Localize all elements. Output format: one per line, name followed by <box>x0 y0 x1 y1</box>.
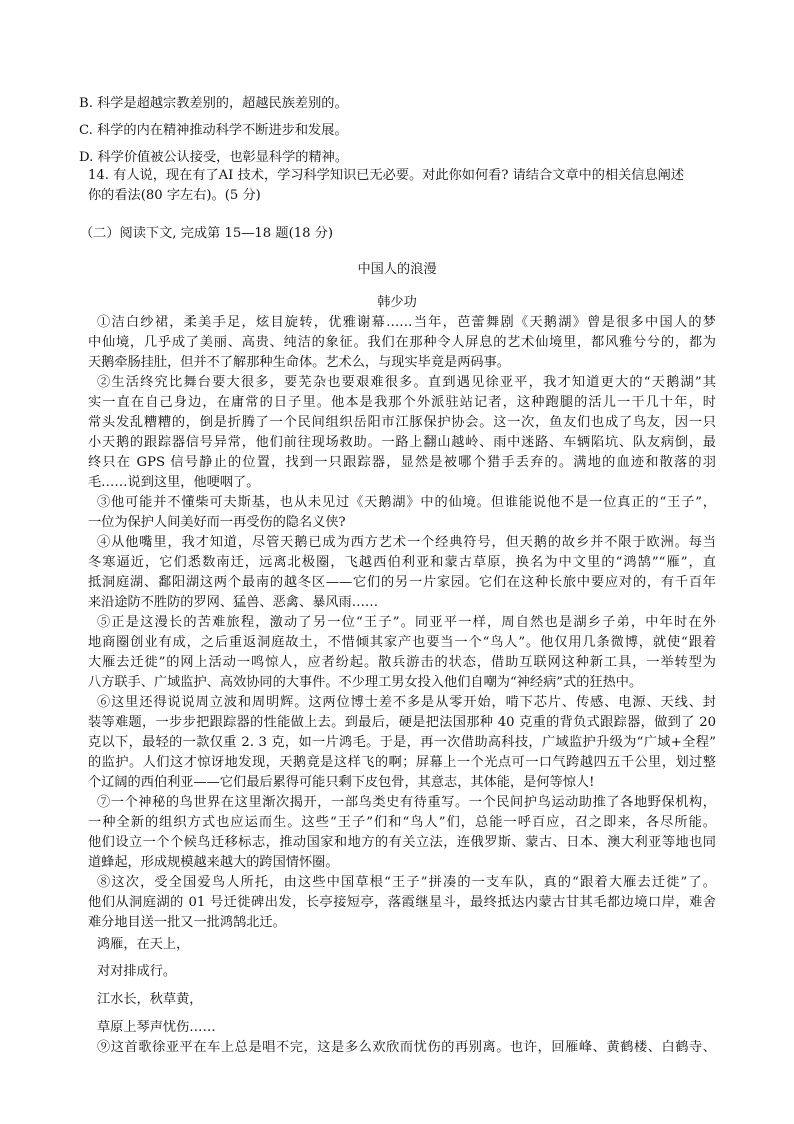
paragraph-line: ⑧这次，受全国爱鸟人所托，由这些中国草根“王子”拼凑的一支车队，真的“跟着大雁去迁徙”了。 <box>97 875 716 890</box>
paragraph-line: ②生活终究比舞台要大很多，要芜杂也要艰难很多。直到遇见徐亚平，我才知道更大的“天鹅湖”其 <box>97 375 716 390</box>
poem-line: 草原上琴声忧伤…… <box>97 1020 216 1035</box>
paragraph-line: 抵洞庭湖、鄱阳湖这两个最南的越冬区——它们的另一片家园。它们在这种长旅中要应对的，有千百年 <box>88 575 716 590</box>
paragraph-line: 的监护。人们这才惊讶地发现，天鹅竟是这样飞的啊；屏幕上一个光点可一口气跨越四五千公里，划过整 <box>88 755 716 770</box>
option-d: D. 科学价值被公认接受，也彰显科学的精神。 <box>79 150 349 165</box>
paragraph-7 <box>88 793 716 873</box>
paragraph-line: 道蜂起，形成规模越来越大的跨国情怀圈。 <box>88 855 339 870</box>
paragraph-line: ③他可能并不懂柴可夫斯基，也从未见过《天鹅湖》中的仙境。但谁能说他不是一位真正的“王子”， <box>97 495 716 510</box>
paragraph-line: 他们设立一个个候鸟迁移标志，推动国家和地方的有关立法，连俄罗斯、蒙古、日本、澳大利亚等地也同 <box>88 835 716 850</box>
paragraph-line: 常头发乱糟糟的，倒是折腾了一个民间组织岳阳市江豚保护协会。这一次，鱼友们也成了鸟友，因一只 <box>88 415 716 430</box>
paragraph-line: 个辽阔的西伯利亚——它们最后累得可能只剩下皮包骨，其意志，其体能，是何等惊人! <box>88 775 595 790</box>
paragraph-line: ④从他嘴里，我才知道，尽管天鹅已成为西方艺术一个经典符号，但天鹅的故乡并不限于欧洲。每当 <box>97 535 716 550</box>
paragraph-line: 冬寒逼近，它们悉数南迁，远离北极圈，飞越西伯利亚和蒙古草原，换名为中文里的“鸿鹄”“雁”，直 <box>88 555 716 570</box>
paragraph-8 <box>88 873 716 933</box>
paragraph-5 <box>88 613 716 693</box>
article-title: 中国人的浪漫 <box>357 262 437 277</box>
paragraph-6 <box>88 693 716 793</box>
paragraph-line: 实一直在自己身边，在庸常的日子里。他本是我那个外派驻站记者，这种跑腿的活儿一干几十年，时 <box>88 395 716 410</box>
question-14-line-1: 14. 有人说，现在有了AI 技术，学习科学知识已无必要。对此你如何看? 请结合文章中的相关信息阐述 <box>88 168 685 183</box>
paragraph-9 <box>88 1038 716 1058</box>
paragraph-line: 中仙境，几乎成了美丽、高贵、纯洁的象征。我们在那种令人屏息的艺术仙境里，都风雅兮兮的，都为 <box>88 335 716 350</box>
paragraph-line: 八方联手、广域监护、高效协同的大事件。不少理工男女投入他们自嘲为“神经病”式的狂热中。 <box>88 675 643 690</box>
paragraph-line: 装等难题，一步步把跟踪器的性能做上去。到最后，硬是把法国那种 40 克重的背负式跟踪器，做到了 20 <box>88 715 716 730</box>
article-author: 韩少功 <box>377 295 417 310</box>
question-14-line-2: 你的看法(80 字左右)。(5 分) <box>88 188 261 203</box>
paragraph-line: ⑦一个神秘的鸟世界在这里渐次揭开，一部鸟类史有待重写。一个民间护鸟运动助推了各地野保机构， <box>97 795 716 810</box>
poem-line: 江水长，秋草黄， <box>97 992 203 1007</box>
paragraph-line: ⑤正是这漫长的苦难旅程，激动了另一位“王子”。同亚平一样，周自然也是湖乡子弟，中年时在外 <box>97 615 716 630</box>
paragraph-4 <box>88 533 716 613</box>
option-c: C. 科学的内在精神推动科学不断进步和发展。 <box>79 123 348 138</box>
paragraph-line: 难分地目送一批又一批鸿鹄北迁。 <box>88 915 286 930</box>
paragraph-line: 一种全新的组织方式也应运而生。这些“王子”们和“鸟人”们，总能一呼百应，召之即来，各尽所能。 <box>88 815 716 830</box>
paragraph-line: ⑥这里还得说说周立波和周明辉。这两位博士差不多是从零开始，啃下芯片、传感、电源、天线、封 <box>97 695 716 710</box>
paragraph-line: ①洁白纱裙，柔美手足，炫目旋转，优雅谢幕……当年，芭蕾舞剧《天鹅湖》曾是很多中国人的梦 <box>97 315 716 330</box>
paragraph-line: 天鹅牵肠挂肚，但并不了解那种生命体。艺术么，与现实毕竟是两码事。 <box>88 355 510 370</box>
poem-line: 鸿雁，在天上， <box>97 937 190 952</box>
paragraph-line: 克以下，最轻的一款仅重 2. 3 克，如一片鸿毛。于是，再一次借助高科技，广域监护升级为“广域+全程” <box>88 735 716 750</box>
paragraph-line: 来沿途防不胜防的罗网、猛兽、恶禽、暴风雨…… <box>88 595 379 610</box>
paragraph-line: 毛……说到这里，他哽咽了。 <box>88 475 260 490</box>
paragraph-line: 一位为保护人间美好而一再受伤的隐名义侠? <box>88 515 346 530</box>
paragraph-line: 小天鹅的跟踪器信号异常，他们前往现场救助。一路上翻山越岭、雨中迷路、车辆陷坑、队友病倒，最 <box>88 435 716 450</box>
paragraph-line: 终只在 GPS 信号静止的位置，找到一只跟踪器，显然是被哪个猎手丢弃的。满地的血迹和散落的羽 <box>88 455 716 470</box>
poem-line: 对对排成行。 <box>97 964 177 979</box>
paragraph-1 <box>88 313 716 373</box>
paragraph-line: 地商圈创业有成，之后重返洞庭故土，不惜倾其家产也要当一个“鸟人”。他仅用几条微博，就使“跟着 <box>88 635 716 650</box>
paragraph-2 <box>88 373 716 493</box>
paragraph-line: 大雁去迁徙”的网上活动一鸣惊人，应者纷起。散兵游击的状态，借助互联网这种新工具，一举转型为 <box>88 655 716 670</box>
paragraph-line: ⑨这首歌徐亚平在车上总是唱不完，这是多么欢欣而忧伤的再别离。也许，回雁峰、黄鹤楼、白鹤寺、 <box>97 1040 716 1055</box>
paragraph-3 <box>88 493 716 533</box>
paragraph-line: 他们从洞庭湖的 01 号迁徙碑出发，长亭接短亭，落霞继星斗，最终抵达内蒙古甘其毛都边境口岸，难舍 <box>88 895 716 910</box>
section-heading: （二）阅读下文, 完成第 15—18 题(18 分) <box>80 226 334 241</box>
option-b: B. 科学是超越宗教差别的，超越民族差别的。 <box>79 96 348 111</box>
